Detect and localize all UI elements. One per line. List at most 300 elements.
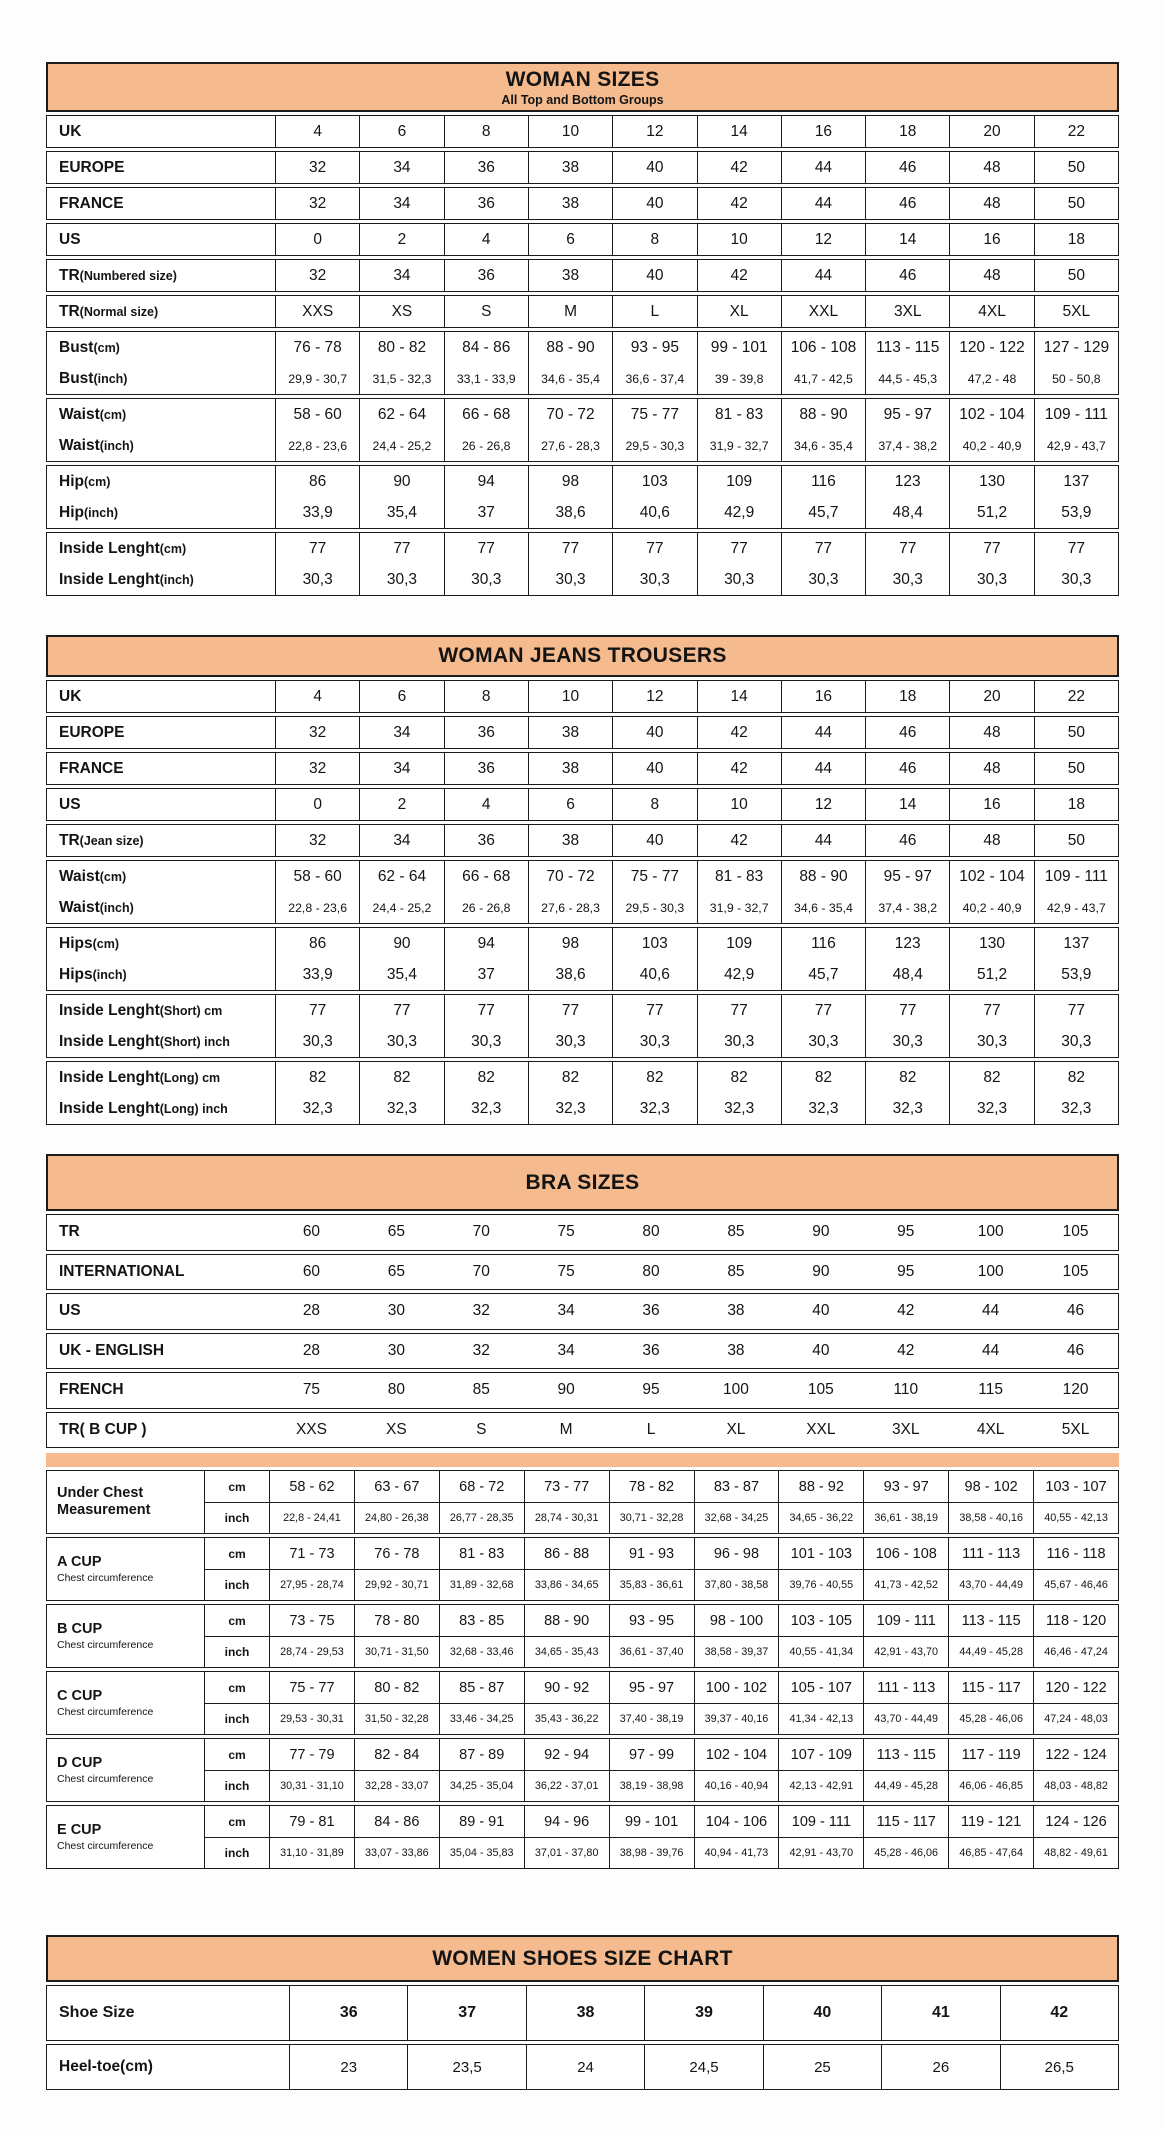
cell: 41,73 - 42,52 xyxy=(863,1569,948,1600)
row-label-detail: (inch) xyxy=(92,967,127,982)
row-label: Shoe Size xyxy=(59,2004,135,2021)
measure-group xyxy=(46,1061,1119,1125)
cell: 30,71 - 31,50 xyxy=(354,1636,439,1667)
row-label xyxy=(47,928,275,959)
cell: 36 xyxy=(444,753,528,784)
row-label xyxy=(47,892,275,923)
cell: 36,6 - 37,4 xyxy=(612,363,696,394)
table-title: WOMEN SHOES SIZE CHART xyxy=(432,1946,733,1970)
cell: 75 - 77 xyxy=(612,861,696,892)
cell: 31,9 - 32,7 xyxy=(697,430,781,461)
cell: 32 xyxy=(275,260,359,291)
cell: 5XL xyxy=(1034,296,1118,327)
cell: 98 - 102 xyxy=(948,1471,1033,1502)
table-row xyxy=(47,928,1118,959)
cell: 127 - 129 xyxy=(1034,332,1118,363)
measure-group xyxy=(46,187,1119,220)
table-row xyxy=(47,1062,1118,1093)
measure-group xyxy=(46,680,1119,713)
cell: 37,80 - 38,58 xyxy=(694,1569,779,1600)
cell: 16 xyxy=(781,681,865,712)
cell: 77 xyxy=(949,533,1033,564)
cell: 35,04 - 35,83 xyxy=(439,1837,524,1868)
row-label-detail: (inch) xyxy=(83,505,118,520)
cell: 105 xyxy=(807,1381,834,1399)
cell: 90 xyxy=(812,1223,830,1241)
cell: 37 xyxy=(444,959,528,990)
cell: 42 xyxy=(697,825,781,856)
cell: 39,37 - 40,16 xyxy=(694,1703,779,1734)
cell: 81 - 83 xyxy=(439,1538,524,1569)
cell: 29,5 - 30,3 xyxy=(612,892,696,923)
cell: 38,98 - 39,76 xyxy=(609,1837,694,1868)
cell: 75 - 77 xyxy=(612,399,696,430)
cell: 48,4 xyxy=(865,497,949,528)
cell: 42,9 xyxy=(697,959,781,990)
row-label-detail: (inch) xyxy=(159,572,194,587)
cell: 30,3 xyxy=(359,564,443,595)
cell: 38,19 - 38,98 xyxy=(609,1770,694,1801)
cell: 82 xyxy=(949,1062,1033,1093)
cell: 82 xyxy=(275,1062,359,1093)
cell: 88 - 90 xyxy=(781,861,865,892)
cell: 117 - 119 xyxy=(948,1739,1033,1770)
row-label-text: Waist xyxy=(59,436,100,454)
row-label-text: Waist xyxy=(59,405,100,423)
cell: 42 xyxy=(897,1341,915,1359)
row-label-text: TR xyxy=(59,302,80,320)
cell: 30,3 xyxy=(949,564,1033,595)
row-label-detail: Chest circumference xyxy=(57,1839,154,1852)
cell: 34 xyxy=(359,753,443,784)
table-row xyxy=(47,152,1118,183)
unit-label: cm xyxy=(204,1605,269,1636)
cell: 82 xyxy=(528,1062,612,1093)
cell: 137 xyxy=(1034,928,1118,959)
cell: 6 xyxy=(359,681,443,712)
cell: 50 xyxy=(1034,825,1118,856)
cell: 4XL xyxy=(949,296,1033,327)
cell: 95 - 97 xyxy=(609,1672,694,1703)
cell: 81 - 83 xyxy=(697,399,781,430)
cell: 46,46 - 47,24 xyxy=(1033,1636,1118,1667)
cell: 33,07 - 33,86 xyxy=(354,1837,439,1868)
cell: 35,4 xyxy=(359,959,443,990)
cell: 12 xyxy=(781,789,865,820)
row-label-text: Hips xyxy=(59,965,93,983)
cell: 109 xyxy=(697,466,781,497)
unit-label: cm xyxy=(204,1806,269,1837)
cell: 109 - 111 xyxy=(1034,399,1118,430)
cell: 53,9 xyxy=(1034,497,1118,528)
row-label-text: E CUP xyxy=(57,1822,102,1839)
cell: 77 xyxy=(612,533,696,564)
cell: 46 xyxy=(1066,1302,1085,1320)
cell: 73 - 75 xyxy=(269,1605,354,1636)
unit-label: inch xyxy=(204,1569,269,1600)
unit-label: cm xyxy=(204,1739,269,1770)
cell: XXS xyxy=(275,296,359,327)
cell: 40 xyxy=(612,260,696,291)
cell: 85 xyxy=(472,1381,490,1399)
row-label-detail: Chest circumference xyxy=(57,1638,154,1651)
cell: 53,9 xyxy=(1034,959,1118,990)
cell: 44 xyxy=(781,260,865,291)
cell: 40 xyxy=(763,1986,881,2040)
cell: 34 xyxy=(359,825,443,856)
table-row xyxy=(47,430,1118,461)
cell: 42 xyxy=(1000,1986,1118,2040)
cell: 94 xyxy=(444,466,528,497)
row-label xyxy=(47,1026,275,1057)
row-label: US xyxy=(59,230,81,248)
measure-group xyxy=(46,716,1119,749)
cell: 48,4 xyxy=(865,959,949,990)
cell: 102 - 104 xyxy=(949,399,1033,430)
cell: 37,40 - 38,19 xyxy=(609,1703,694,1734)
cell: 80 xyxy=(642,1223,660,1241)
cell: 58 - 62 xyxy=(269,1471,354,1502)
table-row xyxy=(47,564,1118,595)
cell: 75 xyxy=(302,1381,321,1399)
cell: 77 xyxy=(697,533,781,564)
cell: 4 xyxy=(444,224,528,255)
table-row xyxy=(47,224,1118,255)
table-row xyxy=(47,892,1118,923)
table-title-band xyxy=(46,1154,1119,1211)
cell: 26 xyxy=(881,2045,999,2089)
cell: 82 xyxy=(781,1062,865,1093)
cell: XL xyxy=(697,296,781,327)
measure-group xyxy=(46,1412,1119,1449)
cell: 98 xyxy=(528,466,612,497)
cell: M xyxy=(559,1420,573,1438)
cell: 82 xyxy=(865,1062,949,1093)
measure-group xyxy=(46,927,1119,991)
cell: 120 - 122 xyxy=(949,332,1033,363)
cell: 94 xyxy=(444,928,528,959)
table-row xyxy=(47,1413,1118,1448)
cell: 103 xyxy=(612,928,696,959)
cell: 32,3 xyxy=(865,1093,949,1124)
cell: 98 xyxy=(528,928,612,959)
cell: M xyxy=(528,296,612,327)
cell: 32,28 - 33,07 xyxy=(354,1770,439,1801)
row-label-detail: (cm) xyxy=(120,2058,153,2075)
cell: 45,7 xyxy=(781,497,865,528)
cell: 38 xyxy=(727,1341,745,1359)
row-label-detail: (Short) cm xyxy=(159,1003,223,1018)
cell: 85 xyxy=(727,1223,745,1241)
cell: 29,5 - 30,3 xyxy=(612,430,696,461)
cell: 70 xyxy=(472,1223,490,1241)
cell: 50 xyxy=(1034,753,1118,784)
cell: 8 xyxy=(612,789,696,820)
cell: 36 xyxy=(444,188,528,219)
measure-group xyxy=(46,1805,1119,1869)
table-row xyxy=(47,1294,1118,1329)
table-row xyxy=(47,116,1118,147)
cell: 80 - 82 xyxy=(354,1672,439,1703)
measure-group xyxy=(46,752,1119,785)
row-label xyxy=(47,1605,204,1667)
cell: 25 xyxy=(763,2045,881,2089)
cell: 34 xyxy=(359,152,443,183)
cell: 30,3 xyxy=(612,1026,696,1057)
cell: 77 xyxy=(275,995,359,1026)
cell: 3XL xyxy=(891,1420,920,1438)
cell: 40,2 - 40,9 xyxy=(949,430,1033,461)
cell: 30,3 xyxy=(697,1026,781,1057)
row-label-text: D CUP xyxy=(57,1755,103,1772)
cell: 85 - 87 xyxy=(439,1672,524,1703)
cell: 82 - 84 xyxy=(354,1739,439,1770)
cell: 32,3 xyxy=(444,1093,528,1124)
cell: 109 xyxy=(697,928,781,959)
row-label: UK xyxy=(59,122,82,140)
cell: 95 xyxy=(897,1223,915,1241)
section-divider-strip xyxy=(46,1453,1119,1467)
cell: 75 xyxy=(557,1262,575,1280)
cell: 40 xyxy=(612,825,696,856)
cell: 100 xyxy=(723,1381,749,1399)
row-label-text: B CUP xyxy=(57,1621,103,1638)
measure-group xyxy=(46,1985,1119,2041)
cell: 45,7 xyxy=(781,959,865,990)
cell: 42,9 - 43,7 xyxy=(1034,892,1118,923)
cell: 107 - 109 xyxy=(778,1739,863,1770)
unit-label: inch xyxy=(204,1837,269,1868)
row-label-text: Inside Lenght xyxy=(59,1001,160,1019)
cell: 42 xyxy=(697,152,781,183)
cell: 88 - 90 xyxy=(528,332,612,363)
cell: 37,4 - 38,2 xyxy=(865,430,949,461)
row-label-detail: (inch) xyxy=(99,900,134,915)
cell: 77 xyxy=(865,533,949,564)
cell: 10 xyxy=(697,224,781,255)
table-row xyxy=(47,789,1118,820)
unit-label: inch xyxy=(204,1502,269,1533)
measure-group xyxy=(46,151,1119,184)
cell: 93 - 97 xyxy=(863,1471,948,1502)
cell: 38 xyxy=(526,1986,644,2040)
cell: 40,6 xyxy=(612,497,696,528)
cell: 105 xyxy=(1062,1262,1089,1280)
cell: 88 - 90 xyxy=(524,1605,609,1636)
cell: 34 xyxy=(359,260,443,291)
cell: 30,3 xyxy=(612,564,696,595)
cell: 3XL xyxy=(865,296,949,327)
cell: 29,53 - 30,31 xyxy=(269,1703,354,1734)
cell: 12 xyxy=(612,116,696,147)
woman-sizes xyxy=(46,62,1119,596)
cell: 93 - 95 xyxy=(612,332,696,363)
cell: 2 xyxy=(359,789,443,820)
cell: 34,6 - 35,4 xyxy=(528,363,612,394)
cell: 38,6 xyxy=(528,959,612,990)
cell: 123 xyxy=(865,928,949,959)
cell: 81 - 83 xyxy=(697,861,781,892)
cell: 50 xyxy=(1034,717,1118,748)
cell: 92 - 94 xyxy=(524,1739,609,1770)
cell: 48 xyxy=(949,260,1033,291)
row-label-text: Waist xyxy=(59,898,100,916)
cell: 32 xyxy=(275,825,359,856)
cell: 90 xyxy=(359,928,443,959)
row-label-text: Bust xyxy=(59,369,94,387)
cell: 30,3 xyxy=(949,1026,1033,1057)
table-title: WOMAN SIZES xyxy=(505,67,660,91)
cell: 34,65 - 35,43 xyxy=(524,1636,609,1667)
cell: 50 xyxy=(1034,188,1118,219)
cell: 48 xyxy=(949,825,1033,856)
cell: 38 xyxy=(528,188,612,219)
cell: 38,58 - 40,16 xyxy=(948,1502,1033,1533)
cell: 82 xyxy=(359,1062,443,1093)
cell: 63 - 67 xyxy=(354,1471,439,1502)
cell: 36 xyxy=(444,825,528,856)
cell: 66 - 68 xyxy=(444,399,528,430)
cell: 37 xyxy=(407,1986,525,2040)
cell: 30,3 xyxy=(528,1026,612,1057)
row-label: UK - ENGLISH xyxy=(59,1341,165,1359)
row-label-detail: (Long) cm xyxy=(159,1070,221,1085)
cell: 46 xyxy=(865,825,949,856)
table-row xyxy=(47,1026,1118,1057)
cell: 45,67 - 46,46 xyxy=(1033,1569,1118,1600)
cell: 50 xyxy=(1034,152,1118,183)
cell: 60 xyxy=(302,1262,321,1280)
cell: 30,3 xyxy=(275,564,359,595)
cell: 44 xyxy=(982,1302,1000,1320)
cell: 95 xyxy=(642,1381,660,1399)
cell: 34,6 - 35,4 xyxy=(781,430,865,461)
cell: 62 - 64 xyxy=(359,861,443,892)
cell: 113 - 115 xyxy=(865,332,949,363)
cell: 77 xyxy=(444,995,528,1026)
cell: 36,61 - 37,40 xyxy=(609,1636,694,1667)
cell: 23,5 xyxy=(407,2045,525,2089)
cell: 30,3 xyxy=(444,1026,528,1057)
cell: 40,94 - 41,73 xyxy=(694,1837,779,1868)
cell: 102 - 104 xyxy=(949,861,1033,892)
row-label xyxy=(47,995,275,1026)
cell: 42,13 - 42,91 xyxy=(778,1770,863,1801)
cell: 34 xyxy=(557,1302,575,1320)
row-label-text: TR xyxy=(59,831,80,849)
cell: 46,85 - 47,64 xyxy=(948,1837,1033,1868)
cell: 90 xyxy=(359,466,443,497)
row-label-detail: (inch) xyxy=(93,371,128,386)
cell: 32,68 - 34,25 xyxy=(694,1502,779,1533)
row-label: US xyxy=(59,795,81,813)
table-row xyxy=(47,1255,1118,1290)
cell: 86 xyxy=(275,928,359,959)
cell: L xyxy=(612,296,696,327)
cell: 71 - 73 xyxy=(269,1538,354,1569)
cell: 86 xyxy=(275,466,359,497)
measure-group xyxy=(46,1372,1119,1409)
cell: 46 xyxy=(865,152,949,183)
measure-group xyxy=(46,295,1119,328)
row-label: UK xyxy=(59,687,82,705)
measure-group xyxy=(46,223,1119,256)
row-label: TR xyxy=(59,1223,80,1241)
table-row xyxy=(47,332,1118,363)
cell: 95 xyxy=(897,1262,915,1280)
cell: XXL xyxy=(806,1420,836,1438)
cell: 77 - 79 xyxy=(269,1739,354,1770)
cell: 35,43 - 36,22 xyxy=(524,1703,609,1734)
cell: 77 xyxy=(528,533,612,564)
cell: 37 xyxy=(444,497,528,528)
cell: 84 - 86 xyxy=(444,332,528,363)
cell: 40,2 - 40,9 xyxy=(949,892,1033,923)
unit-label: inch xyxy=(204,1636,269,1667)
cell: 32,3 xyxy=(275,1093,359,1124)
measure-group xyxy=(46,1293,1119,1330)
cell: 46 xyxy=(865,717,949,748)
cell: 18 xyxy=(1034,789,1118,820)
row-label-text: Under Chest Measurement xyxy=(57,1485,151,1518)
cell: 77 xyxy=(528,995,612,1026)
cell: 105 xyxy=(1062,1223,1089,1241)
cell: 75 xyxy=(557,1223,575,1241)
table-body xyxy=(46,1985,1119,2090)
cell: 30,3 xyxy=(1034,1026,1118,1057)
cell: 94 - 96 xyxy=(524,1806,609,1837)
cell: 14 xyxy=(865,789,949,820)
cell: 116 xyxy=(781,928,865,959)
cell: 14 xyxy=(865,224,949,255)
cell: 85 xyxy=(727,1262,745,1280)
cell: 34 xyxy=(359,717,443,748)
table-row xyxy=(47,533,1118,564)
row-label-detail: (cm) xyxy=(92,936,119,951)
cell: 18 xyxy=(1034,224,1118,255)
cell: 113 - 115 xyxy=(948,1605,1033,1636)
cell: 77 xyxy=(1034,533,1118,564)
cell: 42,91 - 43,70 xyxy=(778,1837,863,1868)
cell: 90 xyxy=(557,1381,575,1399)
cell: 77 xyxy=(275,533,359,564)
cell: 35,4 xyxy=(359,497,443,528)
cell: 77 xyxy=(444,533,528,564)
cell: 24,5 xyxy=(644,2045,762,2089)
measure-group xyxy=(46,1738,1119,1802)
cell: 18 xyxy=(865,681,949,712)
cell: 70 xyxy=(472,1262,490,1280)
table-title-band xyxy=(46,62,1119,112)
table-body xyxy=(46,680,1119,1125)
cell: 30,3 xyxy=(444,564,528,595)
unit-label: cm xyxy=(204,1672,269,1703)
cell: 30,3 xyxy=(359,1026,443,1057)
table-title-band xyxy=(46,1935,1119,1982)
cell: 40,16 - 40,94 xyxy=(694,1770,779,1801)
cell: 79 - 81 xyxy=(269,1806,354,1837)
cell: 38 xyxy=(528,152,612,183)
cell: 8 xyxy=(444,681,528,712)
measure-group xyxy=(46,860,1119,924)
cell: 95 - 97 xyxy=(865,861,949,892)
cell: 14 xyxy=(697,116,781,147)
cell: 86 - 88 xyxy=(524,1538,609,1569)
cell: 16 xyxy=(781,116,865,147)
row-label xyxy=(47,260,275,291)
cell: 42 xyxy=(897,1302,915,1320)
measure-group xyxy=(46,1214,1119,1251)
